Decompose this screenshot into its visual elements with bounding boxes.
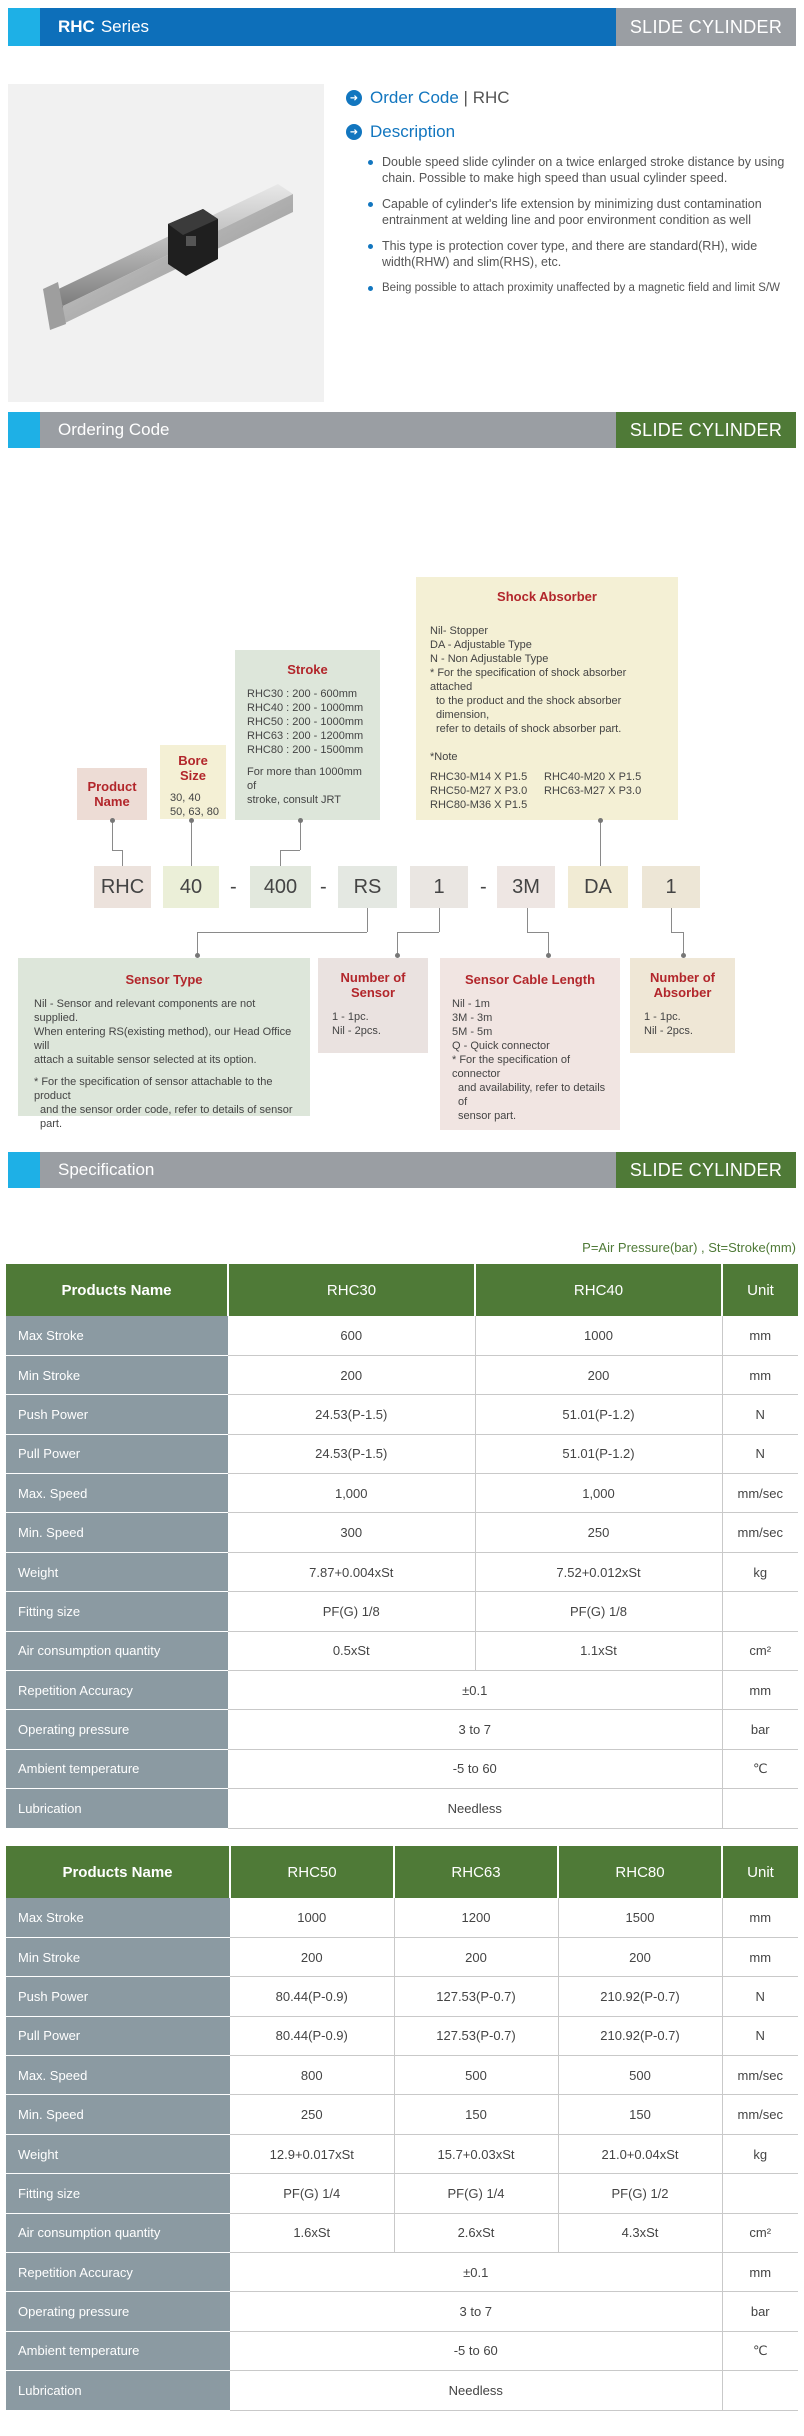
order-code-line <box>346 84 796 112</box>
unit-cell: mm <box>722 2253 798 2292</box>
table-row <box>6 1631 798 1670</box>
unit-cell: mm/sec <box>722 2056 798 2095</box>
row-label: Fitting size <box>6 2174 230 2213</box>
connector-line <box>527 908 528 932</box>
table-cell: 15.7+0.03xSt <box>394 2134 558 2173</box>
table-cell: -5 to 60 <box>228 1749 722 1788</box>
column-header: RHC40 <box>475 1264 722 1316</box>
row-label: Push Power <box>6 1395 228 1434</box>
table-cell: PF(G) 1/2 <box>558 2174 722 2213</box>
series-header <box>8 8 796 46</box>
row-label: Pull Power <box>6 2016 230 2055</box>
connector-line <box>527 932 548 933</box>
model-name: RHC <box>58 17 95 36</box>
unit-cell: N <box>722 1434 798 1473</box>
text-line: Nil - 2pcs. <box>644 1025 693 1037</box>
slide-cylinder-image <box>8 84 324 402</box>
table-cell: 80.44(P-0.9) <box>230 1977 394 2016</box>
table-cell: 1000 <box>475 1316 722 1355</box>
text-line: 1 - 1pc. <box>644 1011 681 1023</box>
table-cell: 200 <box>558 1937 722 1976</box>
column-header: Products Name <box>6 1846 230 1898</box>
code-product: RHC <box>94 866 151 908</box>
unit-cell: kg <box>722 2134 798 2173</box>
table-cell: 2.6xSt <box>394 2213 558 2252</box>
table-row <box>6 2292 798 2331</box>
table-cell: 21.0+0.04xSt <box>558 2134 722 2173</box>
spec-note: P=Air Pressure(bar) , St=Stroke(mm) <box>582 1240 796 1255</box>
unit-cell: cm² <box>722 1631 798 1670</box>
box-title: Bore Size <box>178 753 208 783</box>
table-cell: 800 <box>230 2056 394 2095</box>
text-line: *Note <box>430 751 458 763</box>
text-line: to the product and the shock absorber dimension, <box>436 695 622 721</box>
spacer <box>430 736 664 750</box>
table-cell: 250 <box>230 2095 394 2134</box>
arrow-right-icon: ➜ <box>346 90 362 106</box>
code-shock-absorber: DA <box>568 866 628 908</box>
connector-line <box>367 908 368 932</box>
table-cell: 127.53(P-0.7) <box>394 2016 558 2055</box>
column-header: Unit <box>722 1846 798 1898</box>
table-cell: 80.44(P-0.9) <box>230 2016 394 2055</box>
code-separator: - <box>230 875 237 898</box>
text-line: refer to details of shock absorber part. <box>436 723 622 735</box>
text-line: N - Non Adjustable Type <box>430 653 549 665</box>
unit-cell: mm <box>722 1937 798 1976</box>
order-code-separator: | <box>458 88 473 107</box>
unit-cell: mm <box>722 1316 798 1355</box>
spacer <box>247 757 368 765</box>
unit-cell: ℃ <box>722 1749 798 1788</box>
table-cell: Needless <box>228 1789 722 1828</box>
row-label: Repetition Accuracy <box>6 2253 230 2292</box>
list-item: Double speed slide cylinder on a twice enlarged stroke distance by using chain. Possible to make high speed than usual cylinder speed. <box>366 154 796 186</box>
text-line: attach a suitable sensor selected at its option. <box>34 1054 257 1066</box>
spec-table-rhc50-80 <box>6 1846 798 2411</box>
text-line: 30, 40 <box>170 792 201 804</box>
unit-cell: ℃ <box>722 2331 798 2370</box>
code-separator: - <box>480 875 487 898</box>
table-cell: 127.53(P-0.7) <box>394 1977 558 2016</box>
table-cell: 1,000 <box>475 1474 722 1513</box>
box-title: Sensor Type <box>125 972 203 987</box>
row-label: Ambient temperature <box>6 2331 230 2370</box>
table-cell: 210.92(P-0.7) <box>558 2016 722 2055</box>
order-code-label: Order Code <box>370 88 459 107</box>
sensor-cable-length-box <box>440 958 620 1130</box>
row-label: Max Stroke <box>6 1316 228 1355</box>
table-cell: 200 <box>475 1355 722 1394</box>
unit-cell: bar <box>722 2292 798 2331</box>
table-cell: 210.92(P-0.7) <box>558 1977 722 2016</box>
table-cell: 150 <box>558 2095 722 2134</box>
description-label: Description <box>370 122 456 141</box>
column-header: RHC80 <box>558 1846 722 1898</box>
table-row <box>6 2056 798 2095</box>
table-row <box>6 2331 798 2370</box>
series-title <box>40 8 616 46</box>
product-photo <box>8 84 324 402</box>
box-title: Shock Absorber <box>497 589 597 604</box>
code-sensor-type: RS <box>338 866 397 908</box>
table-cell: 1200 <box>394 1898 558 1937</box>
section-title: Ordering Code <box>40 412 616 448</box>
text-line: and availability, refer to details of <box>458 1082 606 1108</box>
row-label: Repetition Accuracy <box>6 1671 228 1710</box>
unit-cell: N <box>722 1977 798 2016</box>
row-label: Max. Speed <box>6 1474 228 1513</box>
table-body <box>6 1898 798 2410</box>
shock-absorber-lines <box>430 624 664 812</box>
note-row <box>430 798 664 812</box>
table-cell: PF(G) 1/4 <box>230 2174 394 2213</box>
table-cell: 250 <box>475 1513 722 1552</box>
box-title: Product Name <box>87 779 137 809</box>
table-row <box>6 2253 798 2292</box>
shock-absorber-box <box>416 577 678 820</box>
row-label: Air consumption quantity <box>6 2213 230 2252</box>
row-label: Fitting size <box>6 1592 228 1631</box>
row-label: Weight <box>6 1552 228 1591</box>
table-row <box>6 1749 798 1788</box>
unit-cell <box>722 1789 798 1828</box>
spec-table-rhc30-40 <box>6 1264 798 1829</box>
note-cell: RHC50-M27 X P3.0 <box>430 785 528 797</box>
unit-cell: mm/sec <box>722 2095 798 2134</box>
table-cell: 12.9+0.017xSt <box>230 2134 394 2173</box>
unit-cell: mm <box>722 1898 798 1937</box>
table-cell: 600 <box>228 1316 475 1355</box>
connector-dot <box>298 818 303 823</box>
code-bore: 40 <box>163 866 219 908</box>
table-row <box>6 2095 798 2134</box>
code-stroke: 400 <box>250 866 311 908</box>
connector-line <box>300 820 301 850</box>
note-cell: RHC30-M14 X P1.5 <box>430 771 528 783</box>
code-number-of-sensor: 1 <box>410 866 468 908</box>
code-cable-length: 3M <box>497 866 555 908</box>
stroke-box <box>235 650 380 820</box>
connector-line <box>280 850 300 851</box>
row-label: Lubrication <box>6 2371 230 2410</box>
table-cell: 3 to 7 <box>228 1710 722 1749</box>
table-row <box>6 1355 798 1394</box>
table-cell: 150 <box>394 2095 558 2134</box>
table-cell: PF(G) 1/8 <box>475 1592 722 1631</box>
row-label: Max. Speed <box>6 2056 230 2095</box>
table-row <box>6 1937 798 1976</box>
text-line: DA - Adjustable Type <box>430 639 532 651</box>
spacer <box>34 1067 294 1075</box>
table-row <box>6 1977 798 2016</box>
note-row <box>430 770 664 784</box>
connector-dot <box>598 818 603 823</box>
table-row <box>6 1316 798 1355</box>
table-cell: 1.6xSt <box>230 2213 394 2252</box>
code-number-of-absorber: 1 <box>642 866 700 908</box>
unit-cell: kg <box>722 1552 798 1591</box>
list-item: Capable of cylinder's life extension by minimizing dust contamination entrainment at welding line and poor environment condition as well <box>366 196 796 228</box>
table-cell: 200 <box>230 1937 394 1976</box>
text-line: Nil - Sensor and relevant components are not supplied. <box>34 998 256 1024</box>
table-cell: -5 to 60 <box>230 2331 722 2370</box>
table-cell: 1500 <box>558 1898 722 1937</box>
text-line: For more than 1000mm of <box>247 766 362 792</box>
unit-cell <box>722 1592 798 1631</box>
table-row <box>6 1710 798 1749</box>
table-cell: Needless <box>230 2371 722 2410</box>
category-label: SLIDE CYLINDER <box>616 412 796 448</box>
text-line: * For the specification of connector <box>452 1054 571 1080</box>
table-cell: PF(G) 1/4 <box>394 2174 558 2213</box>
unit-cell: bar <box>722 1710 798 1749</box>
table-cell: 1,000 <box>228 1474 475 1513</box>
arrow-right-icon: ➜ <box>346 124 362 140</box>
connector-line <box>112 850 122 851</box>
order-code-value: RHC <box>472 88 510 107</box>
text-line: Nil- Stopper <box>430 625 489 637</box>
table-row <box>6 1395 798 1434</box>
note-cell: RHC80-M36 X P1.5 <box>430 799 528 811</box>
table-row <box>6 2134 798 2173</box>
connector-dot <box>110 818 115 823</box>
row-label: Max Stroke <box>6 1898 230 1937</box>
text-line: RHC63 : 200 - 1200mm <box>247 730 364 742</box>
description-list <box>346 154 796 296</box>
table-cell: ±0.1 <box>230 2253 722 2292</box>
specification-header <box>8 1152 796 1188</box>
connector-line <box>191 820 192 866</box>
category-label: SLIDE CYLINDER <box>616 8 796 46</box>
column-header: RHC30 <box>228 1264 475 1316</box>
unit-cell: mm/sec <box>722 1474 798 1513</box>
text-line: RHC50 : 200 - 1000mm <box>247 716 364 728</box>
number-of-sensor-box <box>318 958 428 1053</box>
unit-cell: mm <box>722 1355 798 1394</box>
text-line: Nil - 2pcs. <box>332 1025 381 1037</box>
connector-line <box>197 932 367 933</box>
table-row <box>6 1671 798 1710</box>
row-label: Min Stroke <box>6 1355 228 1394</box>
table-cell: 7.87+0.004xSt <box>228 1552 475 1591</box>
row-label: Ambient temperature <box>6 1749 228 1788</box>
text-line: Nil - 1m <box>452 998 490 1010</box>
note-cell: RHC40-M20 X P1.5 <box>544 771 642 783</box>
table-cell: PF(G) 1/8 <box>228 1592 475 1631</box>
unit-cell: cm² <box>722 2213 798 2252</box>
table-row <box>6 1474 798 1513</box>
code-separator: - <box>320 875 327 898</box>
table-row <box>6 1434 798 1473</box>
table-row <box>6 1592 798 1631</box>
text-line: RHC30 : 200 - 600mm <box>247 688 358 700</box>
table-row <box>6 1789 798 1828</box>
unit-cell <box>722 2371 798 2410</box>
text-line: 1 - 1pc. <box>332 1011 369 1023</box>
number-of-absorber-box <box>630 958 735 1053</box>
unit-cell: mm <box>722 1671 798 1710</box>
table-cell: 200 <box>228 1355 475 1394</box>
row-label: Min. Speed <box>6 1513 228 1552</box>
table-cell: ±0.1 <box>228 1671 722 1710</box>
category-label: SLIDE CYLINDER <box>616 1152 796 1188</box>
product-name-box <box>77 768 147 820</box>
unit-cell: N <box>722 2016 798 2055</box>
table-row <box>6 2213 798 2252</box>
table-cell: 3 to 7 <box>230 2292 722 2331</box>
connector-line <box>671 932 683 933</box>
row-label: Push Power <box>6 1977 230 2016</box>
text-line: RHC80 : 200 - 1500mm <box>247 744 364 756</box>
table-cell: 500 <box>394 2056 558 2095</box>
table-cell: 24.53(P-1.5) <box>228 1434 475 1473</box>
description-heading <box>346 118 796 146</box>
row-label: Operating pressure <box>6 2292 230 2331</box>
table-header-row <box>6 1846 798 1898</box>
table-cell: 1.1xSt <box>475 1631 722 1670</box>
text-line: Q - Quick connector <box>452 1040 550 1052</box>
section-title: Specification <box>40 1152 616 1188</box>
connector-line <box>280 850 281 866</box>
box-title: Number of Absorber <box>650 970 715 1000</box>
table-row <box>6 1898 798 1937</box>
list-item: Being possible to attach proximity unaffected by a magnetic field and limit S/W <box>366 280 796 296</box>
text-line: sensor part. <box>458 1110 517 1122</box>
text-line: stroke, consult JRT <box>247 794 341 806</box>
unit-cell <box>722 2174 798 2213</box>
sensor-type-box <box>18 958 310 1130</box>
column-header: RHC50 <box>230 1846 394 1898</box>
unit-cell: mm/sec <box>722 1513 798 1552</box>
note-cell: RHC63-M27 X P3.0 <box>544 785 642 797</box>
table-cell: 7.52+0.012xSt <box>475 1552 722 1591</box>
connector-line <box>600 820 601 866</box>
table-header-row <box>6 1264 798 1316</box>
row-label: Min Stroke <box>6 1937 230 1976</box>
table-cell: 200 <box>394 1937 558 1976</box>
table-cell: 4.3xSt <box>558 2213 722 2252</box>
table-cell: 300 <box>228 1513 475 1552</box>
text-line: 5M - 5m <box>452 1026 493 1038</box>
list-item: This type is protection cover type, and there are standard(RH), wide width(RHW) and slim(RHS), etc. <box>366 238 796 270</box>
table-cell: 0.5xSt <box>228 1631 475 1670</box>
table-row <box>6 2371 798 2410</box>
text-line: * For the specification of sensor attachable to the product <box>34 1076 273 1102</box>
column-header: RHC63 <box>394 1846 558 1898</box>
unit-cell: N <box>722 1395 798 1434</box>
series-label: Series <box>100 17 150 36</box>
text-line: When entering RS(existing method), our Head Office will <box>34 1026 292 1052</box>
connector-line <box>122 850 123 866</box>
connector-line <box>671 908 672 932</box>
table-row <box>6 2016 798 2055</box>
row-label: Operating pressure <box>6 1710 228 1749</box>
column-header: Products Name <box>6 1264 228 1316</box>
row-label: Air consumption quantity <box>6 1631 228 1670</box>
table-row <box>6 1513 798 1552</box>
ordering-code-header <box>8 412 796 448</box>
connector-dot <box>189 818 194 823</box>
text-line: and the sensor order code, refer to details of sensor part. <box>40 1104 293 1130</box>
row-label: Min. Speed <box>6 2095 230 2134</box>
connector-line <box>112 820 113 850</box>
text-line: RHC40 : 200 - 1000mm <box>247 702 364 714</box>
table-cell: 1000 <box>230 1898 394 1937</box>
connector-line <box>397 932 439 933</box>
row-label: Weight <box>6 2134 230 2173</box>
header-accent <box>8 412 40 448</box>
note-row <box>430 784 664 798</box>
table-row <box>6 1552 798 1591</box>
row-label: Pull Power <box>6 1434 228 1473</box>
bore-size-box <box>160 745 226 819</box>
table-cell: 24.53(P-1.5) <box>228 1395 475 1434</box>
table-body <box>6 1316 798 1828</box>
table-cell: 51.01(P-1.2) <box>475 1395 722 1434</box>
header-accent <box>8 8 40 46</box>
table-cell: 500 <box>558 2056 722 2095</box>
box-title: Number of Sensor <box>340 970 406 1000</box>
box-title: Stroke <box>287 662 328 677</box>
table-cell: 51.01(P-1.2) <box>475 1434 722 1473</box>
text-line: 3M - 3m <box>452 1012 493 1024</box>
text-line: * For the specification of shock absorber attached <box>430 667 627 693</box>
connector-line <box>439 908 440 932</box>
text-line: 50, 63, 80 <box>170 806 219 818</box>
table-row <box>6 2174 798 2213</box>
column-header: Unit <box>722 1264 798 1316</box>
box-title: Sensor Cable Length <box>464 972 596 987</box>
row-label: Lubrication <box>6 1789 228 1828</box>
intro-section <box>346 84 796 306</box>
header-accent <box>8 1152 40 1188</box>
